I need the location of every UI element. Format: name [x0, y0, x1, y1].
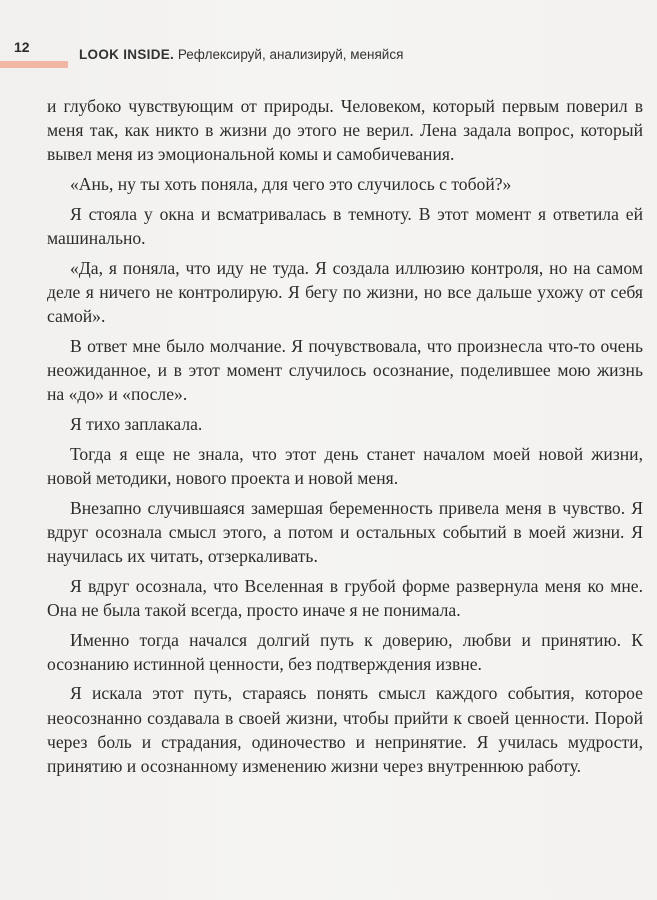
accent-bar — [0, 61, 68, 68]
running-header — [0, 30, 657, 70]
paragraph: «Ань, ну ты хоть поняла, для чего это случилось с тобой?» — [70, 174, 512, 195]
paragraph: Я стояла у окна и всматривалась в темноту. В этот момент я ответила ей машинально. — [47, 203, 643, 249]
header-brand: LOOK INSIDE. — [79, 47, 175, 62]
paragraph: «Да, я поняла, что иду не туда. Я создала иллюзию контроля, но на самом деле я ничего не контролирую. Я бегу по жизни, но все дальше ухожу от себя самой». — [47, 257, 643, 327]
paragraph: Я вдруг осознала, что Вселенная в грубой форме развернула меня ко мне. Она не была такой всегда, просто иначе я не понимала. — [47, 575, 643, 620]
paragraph: и глубоко чувствующим от природы. Человеком, который первым поверил в меня так, как никто в жизни до этого не верил. Лена задала вопрос, который вывел меня из эмоциональной комы и самобичевания. — [47, 96, 643, 165]
page-number: 12 — [14, 39, 30, 55]
paragraph: Я искала этот путь, стараясь понять смысл каждого события, которое неосознанно создавала в своей жизни, чтобы прийти к своей ценности. Порой через боль и страдания, одиночество и непринятие. Я училась мудрости, принятию и осознанному изменению жизни через внутреннюю работу. — [47, 683, 643, 777]
paragraph: Именно тогда начался долгий путь к доверию, любви и принятию. К осознанию истинной ценности, без подтверждения извне. — [47, 629, 643, 674]
paragraph: В ответ мне было молчание. Я почувствовала, что произнесла что-то очень неожиданное, и в этот момент случилось осознание, поделившее мою жизнь на «до» и «после». — [47, 335, 643, 405]
header-title — [79, 47, 403, 62]
paragraph: Тогда я еще не знала, что этот день станет началом моей новой жизни, новой методики, нового проекта и новой меня. — [47, 443, 643, 488]
body-text — [47, 94, 643, 784]
header-subtitle: Рефлексируй, анализируй, меняйся — [174, 47, 404, 62]
paragraph: Я тихо заплакала. — [70, 413, 203, 434]
paragraph: Внезапно случившаяся замершая беременность привела меня в чувство. Я вдруг осознала смысл этого, а потом и остальных событий в моей жизни. Я научилась их читать, отзеркаливать. — [47, 497, 643, 566]
